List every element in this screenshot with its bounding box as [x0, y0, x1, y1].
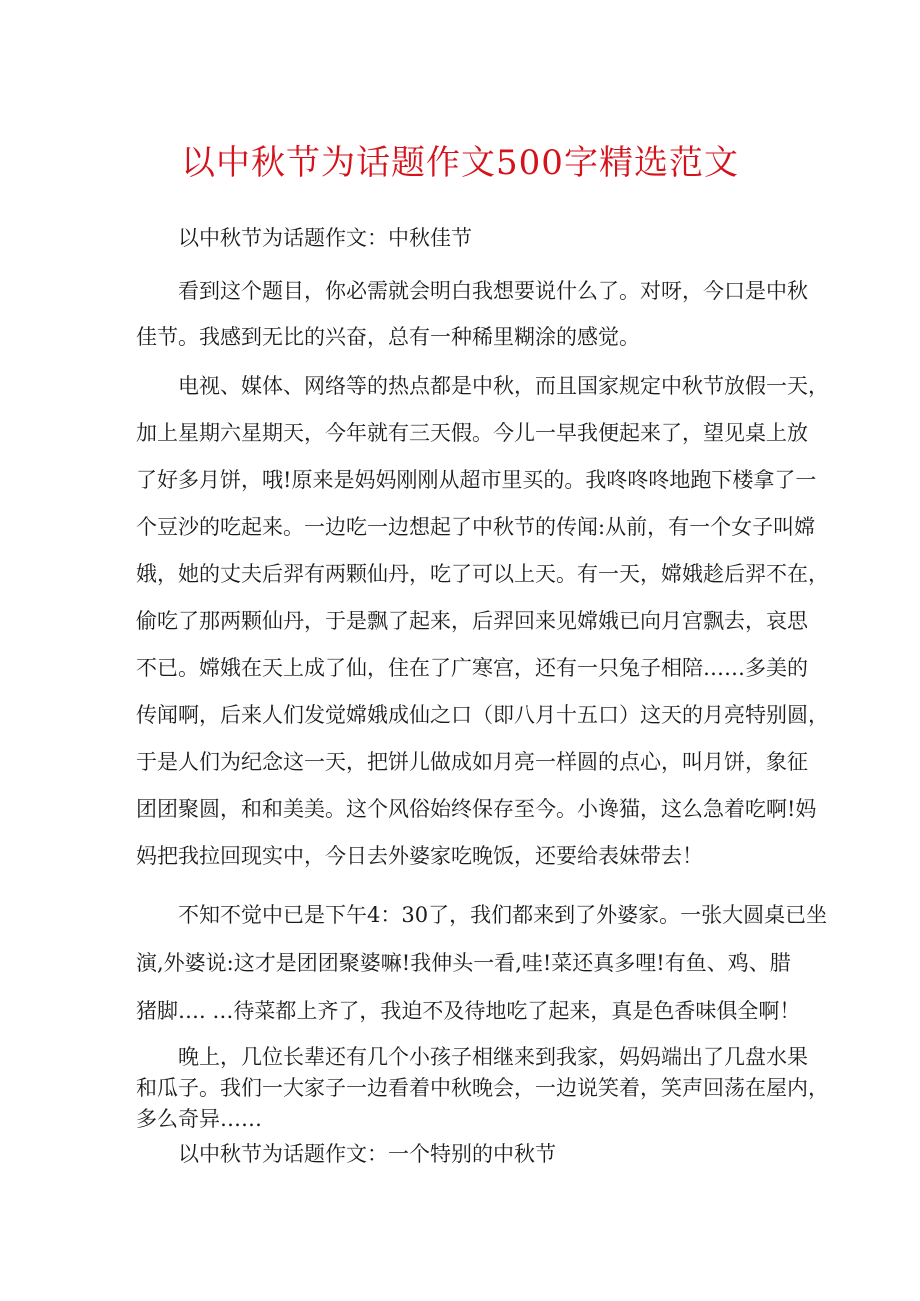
- paragraph-2: [136, 363, 829, 880]
- paragraph-line: 不知不觉中已是下午4：30了，我们都来到了外婆家。一张大圆桌已坐: [178, 903, 828, 927]
- document-title: 以中秋节为话题作文500字精选范文: [181, 143, 739, 183]
- paragraph-line: 不已。嫦娥在天上成了仙，住在了广寒宫，还有一只兔子相陪……多美的: [136, 656, 808, 680]
- paragraph-line: 和瓜子。我们一大家子一边看着中秋晚会，一边说笑着，笑声回荡在屋内，: [136, 1076, 829, 1100]
- paragraph-line: 娥，她的丈夫后羿有两颗仙丹，吃了可以上天。有一天，嫦娥趁后羿不在，: [136, 562, 829, 586]
- paragraph-line: 演,外婆说:这才是团团聚婆嘛!我伸头一看,哇!菜还真多哩!有鱼、鸡、腊: [136, 951, 791, 975]
- paragraph-line: 加上星期六星期天，今年就有三天假。今儿一早我便起来了，望见桌上放: [136, 421, 808, 445]
- paragraph-line: 猪脚…. …待菜都上齐了，我迫不及待地吃了起来，真是色香味俱全啊！: [136, 999, 801, 1023]
- paragraph-1: [136, 268, 808, 360]
- paragraph-line: 佳节。我感到无比的兴奋，总有一种稀里糊涂的感觉。: [136, 325, 640, 349]
- paragraph-4: [136, 1042, 829, 1135]
- paragraph-line: 多么奇异……: [136, 1107, 262, 1131]
- paragraph-line: 偷吃了那两颗仙丹，于是飘了起来，后羿回来见嫦娥已向月宫飘去，哀思: [136, 609, 808, 633]
- paragraph-3: [136, 891, 828, 1035]
- section-subtitle-1: 以中秋节为话题作文：中秋佳节: [178, 226, 472, 250]
- paragraph-line: 电视、媒体、网络等的热点都是中秋，而且国家规定中秋节放假一天，: [178, 374, 829, 398]
- paragraph-line: 妈把我拉回现实中，今日去外婆家吃晚饭，还要给表妹带去！: [136, 844, 703, 868]
- paragraph-line: 团团聚圆，和和美美。这个风俗始终保存至今。小谗猫，这么急着吃啊!妈: [136, 797, 817, 821]
- paragraph-line: 于是人们为纪念这一天，把饼儿做成如月亮一样圆的点心，叫月饼，象征: [136, 750, 808, 774]
- section-subtitle-2: 以中秋节为话题作文：一个特别的中秋节: [178, 1142, 556, 1166]
- paragraph-line: 个豆沙的吃起来。一边吃一边想起了中秋节的传闻:从前，有一个女子叫嫦: [136, 515, 816, 539]
- paragraph-line: 晚上，几位长辈还有几个小孩子相继来到我家，妈妈端出了几盘水果: [178, 1045, 808, 1069]
- paragraph-line: 了好多月饼，哦!原来是妈妈刚刚从超市里买的。我咚咚咚地跑下楼拿了一: [136, 468, 817, 492]
- paragraph-line: 看到这个题目，你必需就会明白我想要说什么了。对呀，今口是中秋: [178, 279, 808, 303]
- paragraph-line: 传闻啊，后来人们发觉嫦娥成仙之口（即八月十五口）这天的月亮特别圆，: [136, 703, 829, 727]
